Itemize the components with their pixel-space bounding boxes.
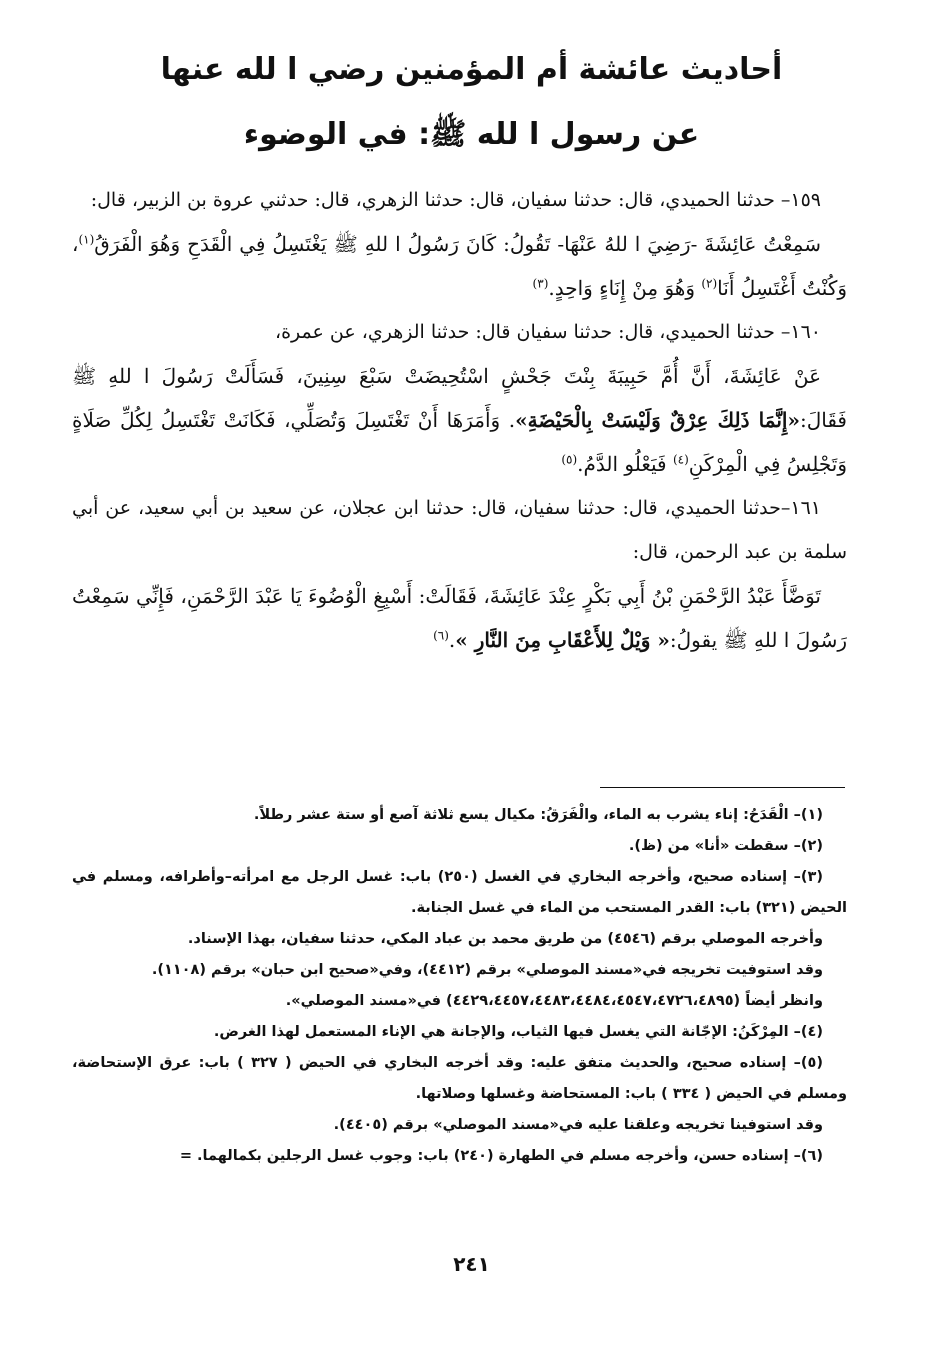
footnote-4: (٤)– المِرْكَنُ: الإجّانة التي يغسل فيها الثياب، والإجانة هي الإناء المستعمل لهذا الغرض.: [213, 1024, 823, 1040]
footnotes-section: [72, 800, 847, 1172]
hadith-160-text-c: فَيَعْلُو الدَّمُ.: [577, 452, 673, 476]
footnote-6: (٦)– إسناده حسن، وأخرجه مسلم في الطهارة (٢٤٠) باب: وجوب غسل الرجلين بكمالهما. =: [179, 1148, 823, 1164]
footnote-2: (٢)– سقطت «أنا» من (ظ).: [628, 838, 823, 854]
footnote-5: (٥)– إسناده صحيح، والحديث متفق عليه: وقد أخرجه البخاري في الحيض ( ٣٢٧ ) باب: عرق الإستحاضة، ومسلم في الحيض ( ٣٣٤ ) باب: المستحاضة وغسلها وصلاتها.: [72, 1055, 847, 1102]
hadith-161-prophetic-quote: « وَيْلٌ لِلأَعْقَابِ مِنَ النَّارِ »: [455, 628, 670, 652]
hadith-159-matn: [72, 222, 847, 310]
hadith-161-text-a: تَوَضَّأَ عَبْدُ الرَّحْمَنِ بْنُ أَبِي بَكْرٍ عِنْدَ عَائِشَةَ، فَقَالَتْ: أَسْبِغِ الْوُضُوءَ يَا عَبْدَ الرَّحْمَنِ، فَإِنِّي سَمِعْتُ رَسُولَ ا للهِ ﷺ يقولُ:: [72, 584, 847, 652]
hadith-160-matn: [72, 354, 847, 486]
footnote-3-cont-1: وأخرجه الموصلي برقم (٤٥٤٦) من طريق محمد بن عباد المكي، حدثنا سفيان، بهذا الإسناد.: [187, 931, 823, 947]
footnote-ref-1: (١): [78, 232, 95, 247]
hadith-160-prophetic-quote: «إِنَّمَا ذَلِكَ عِرْقٌ وَلَيْسَتْ بِالْحَيْضَةِ»: [515, 408, 800, 432]
footnote-divider: [600, 787, 845, 788]
footnote-5-cont: وقد استوفينا تخريجه وعلقنا عليه في«مسند الموصلي» برقم (٤٤٠٥).: [333, 1117, 823, 1133]
hadith-161-text-b: .: [448, 628, 456, 652]
hadith-161-matn: [72, 574, 847, 662]
hadith-161-isnad: ١٦١–حدثنا الحميدي، قال: حدثنا سفيان، قال: حدثنا ابن عجلان، عن سعيد بن أبي سعيد، عن أبي سلمة بن عبد الرحمن، قال:: [72, 497, 847, 563]
footnote-1: (١)– الْقَدَحُ: إناء يشرب به الماء، والْفَرَقُ: مكيال يسع ثلاثة آصع أو ستة عشر رطلاً.: [253, 807, 823, 823]
chapter-title-line-1: أحاديث عائشة أم المؤمنين رضي ا لله عنها: [160, 52, 783, 87]
hadith-159-text-b: ، وَكُنْتُ أَغْتَسِلُ أَنَا: [72, 232, 847, 300]
footnote-3-cont-3: وانظر أيضاً (٤٤٢٩،٤٤٥٧،٤٤٨٣،٤٤٨٤،٤٥٤٧،٤٧٢٦،٤٨٩٥) في«مسند الموصلي».: [285, 993, 823, 1009]
hadith-160-text-a: عَنْ عَائِشَةَ، أَنَّ أُمَّ حَبِيبَةَ بِنْتَ جَحْشٍ اسْتُحِيضَتْ سَبْعَ سِنِينَ، فَسَأَلَتْ رَسُولَ ا للهِ ﷺ فَقَالَ:: [72, 364, 847, 432]
chapter-title-line-2: عن رسول ا لله ﷺ: في الوضوء: [243, 117, 700, 152]
footnote-3-cont-2: وقد استوفيت تخريجه في«مسند الموصلي» برقم (٤٤١٢)، وفي«صحيح ابن حبان» برقم (١١٠٨).: [151, 962, 823, 978]
hadith-159-text-c: وَهُوَ مِنْ إِنَاءٍ وَاحِدٍ.: [548, 276, 702, 300]
hadith-159-isnad: ١٥٩– حدثنا الحميدي، قال: حدثنا سفيان، قال: حدثنا الزهري، قال: حدثني عروة بن الزبير، قال:: [90, 189, 821, 211]
footnote-ref-2: (٢): [701, 276, 718, 291]
footnote-ref-6: (٦): [433, 628, 449, 643]
hadith-body: [72, 178, 847, 662]
hadith-159-text-a: سَمِعْتُ عَائِشَةَ -رَضِيَ ا للهُ عَنْهَا- تَقُولُ: كَانَ رَسُولُ ا للهِ ﷺ يَغْتَسِلُ فِي الْقَدَحِ وَهُوَ الْفَرَقُ: [94, 232, 821, 256]
footnote-ref-3: (٣): [532, 276, 549, 291]
footnote-3: (٣)– إسناده صحيح، وأخرجه البخاري في الغسل (٢٥٠) باب: غسل الرجل مع امرأته–وأطرافه، ومسلم في الحيض (٣٢١) باب: القدر المستحب من الماء في غسل الجنابة.: [72, 869, 847, 916]
footnote-ref-4: (٤): [672, 452, 689, 467]
hadith-160-text-b: . وَأَمَرَهَا أَنْ تَغْتَسِلَ وَتُصَلِّي، فَكَانَتْ تَغْتَسِلُ لِكُلِّ صَلَاةٍ وَتَجْلِسُ فِي الْمِرْكَنِ: [72, 408, 847, 476]
page-number: ٢٤١: [453, 1252, 490, 1276]
footnote-ref-5: (٥): [561, 452, 578, 467]
hadith-160-isnad: ١٦٠– حدثنا الحميدي، قال: حدثنا سفيان قال: حدثنا الزهري، عن عمرة،: [274, 321, 821, 343]
